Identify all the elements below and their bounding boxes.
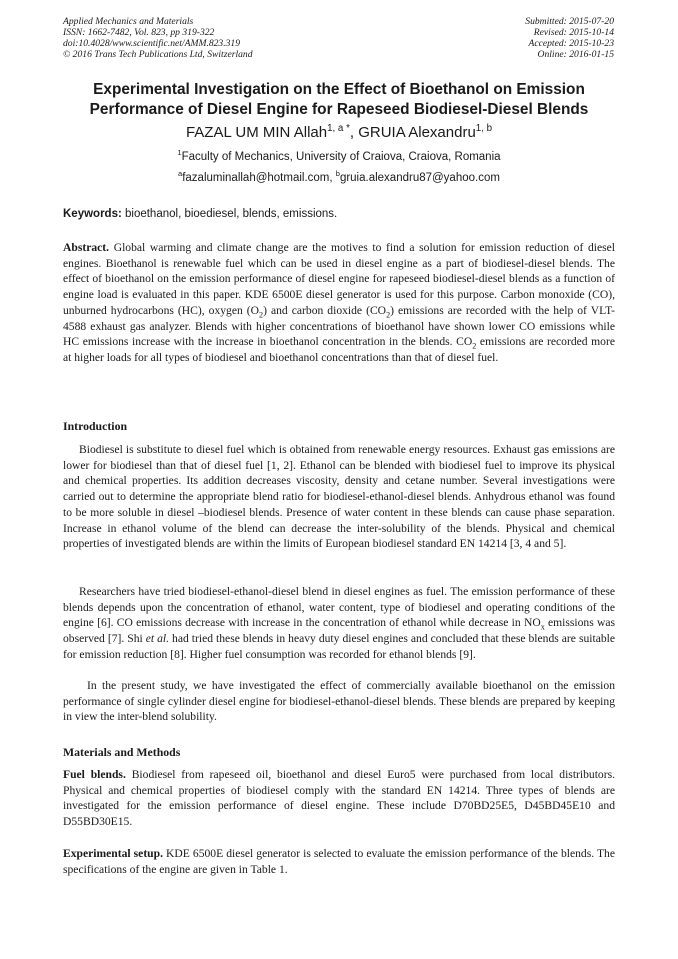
experimental-setup-paragraph	[63, 846, 615, 877]
fuel-blends-paragraph	[63, 767, 615, 830]
abstract-sub-3: 2	[472, 341, 477, 351]
author-1: FAZAL UM MIN Allah	[185, 124, 328, 141]
experimental-setup-text: KDE 6500E diesel generator is selected to evaluate the emission performance of the blends. The specifications of the engine are given in Table 1.	[63, 847, 615, 876]
abstract-sub-1: 2	[259, 310, 264, 320]
email-b-mark: b	[335, 169, 340, 179]
affiliation	[40, 150, 638, 164]
abstract	[63, 240, 615, 366]
abstract-text-3: ) emissions are recorded with the help of VLT-4588 exhaust gas analyzer. Blends with higher concentrations of bioethanol have shown lower CO emissions while HC emissions increase with the increase in bioethanol concentration in the blends. CO	[63, 303, 615, 349]
fuel-blends-label: Fuel blends.	[63, 768, 126, 781]
journal-copyright: © 2016 Trans Tech Publications Ltd, Switzerland	[63, 49, 253, 60]
affiliation-mark: 1	[177, 148, 182, 158]
fuel-blends-text: Biodiesel from rapeseed oil, bioethanol and diesel Euro5 were purchased from local distributors. Physical and chemical properties of biodiesel comply with the standard EN 14214. Three types of blends are investigated for the emission performance of diesel engine. These include D70BD25E5, D45BD45E10 and D55BD30E15.	[63, 768, 616, 829]
experimental-setup-label: Experimental setup.	[63, 847, 163, 860]
abstract-label: Abstract.	[63, 241, 110, 254]
introduction-heading: Introduction	[63, 419, 128, 433]
author-separator: ,	[349, 124, 359, 141]
keywords-label: Keywords:	[63, 208, 122, 220]
intro-p2-text-2: emissions was observed [7]. Shi	[63, 616, 615, 646]
email-a-mark: a	[178, 169, 183, 179]
date-submitted: Submitted: 2015-07-20	[525, 16, 614, 27]
introduction-paragraph-1: Biodiesel is substitute to diesel fuel which is obtained from renewable energy resources. Exhaust gas emissions are lower for biodiesel than that of diesel fuel [1, 2]. Ethanol can be blended with biodiesel fuel to improve its physical and chemical properties. Its addition decreases viscosity, density and cetane number. Several investigations were carried out to determine the appropriate blend ratio for biodiesel-ethanol-diesel blends. Anhydrous ethanol was found to be more soluble in diesel –biodiesel blends. Presence of water content in these blends can cause phase separation. Increase in ethanol volume of the blend can decrease the inter-solubility of the blends. Physical and chemical properties of investigated blends are within the limits of European biodiesel standard EN 14214 [3, 4 and 5].	[63, 443, 615, 551]
email-separator: ,	[329, 172, 336, 184]
author-2: GRUIA Alexandru	[358, 124, 476, 141]
intro-p2-text-3: had tried these blends in heavy duty diesel engines and concluded that these blends are suitable for emission reduction [8]. Higher fuel consumption was recorded for ethanol blends [9].	[63, 632, 616, 661]
paper-title	[40, 80, 638, 120]
date-revised: Revised: 2015-10-14	[533, 27, 614, 38]
journal-info	[63, 16, 253, 60]
affiliation-text: Faculty of Mechanics, University of Craiova, Craiova, Romania	[181, 151, 501, 163]
title-line-2: Performance of Diesel Engine for Rapeseed Biodiesel-Diesel Blends	[89, 101, 589, 118]
journal-issn: ISSN: 1662-7482, Vol. 823, pp 319-322	[63, 27, 215, 38]
author-2-affiliation-mark: 1, b	[475, 123, 493, 134]
methods-heading: Materials and Methods	[63, 745, 181, 759]
email-a[interactable]: fazaluminallah@hotmail.com	[182, 172, 330, 184]
abstract-text-2: ) and carbon dioxide (CO	[263, 303, 387, 317]
intro-p2-text-1: Researchers have tried biodiesel-ethanol-diesel blend in diesel engines as fuel. The emission performance of these blends depends upon the concentration of ethanol, water content, type of biodiesel and operating conditions of the engine [6]. CO emissions decrease with increase in the concentration of ethanol while decrease in NO	[63, 585, 615, 630]
introduction-paragraph-2	[63, 584, 615, 663]
journal-doi: doi:10.4028/www.scientific.net/AMM.823.319	[63, 38, 241, 49]
intro-p2-emphasis: et al.	[145, 632, 170, 646]
author-emails	[40, 171, 638, 185]
keywords-text: bioethanol, bioediesel, blends, emissions.	[121, 208, 338, 220]
title-line-1: Experimental Investigation on the Effect of Bioethanol on Emission	[93, 81, 585, 98]
date-accepted: Accepted: 2015-10-23	[528, 38, 614, 49]
date-online: Online: 2016-01-15	[537, 49, 614, 60]
introduction-paragraph-3: In the present study, we have investigated the effect of commercially available bioethanol on the emission performance of single cylinder diesel engine for biodiesel-ethanol-diesel blends. These blends are prepared by keeping in view the inter-blend solubility.	[63, 679, 615, 724]
author-list	[40, 124, 638, 142]
abstract-sub-2: 2	[386, 310, 391, 320]
keywords	[63, 207, 615, 221]
abstract-text-1: Global warming and climate change are the motives to find a solution for emission reduction of diesel engines. Bioethanol is renewable fuel which can be used in diesel engine as a part of biodiesel-diesel blends. The effect of bioethanol on the emission performance of diesel engine for rapeseed biodiesel-diesel blends as a function of engine load is evaluated in this paper. KDE 6500E diesel generator is used for this purpose. Carbon monoxide (CO), unburned hydrocarbons (HC), oxygen (O	[63, 241, 615, 317]
abstract-text-4: emissions are recorded more at higher loads for all types of biodiesel and bioethanol concentrations than that of diesel fuel.	[63, 335, 615, 364]
journal-name: Applied Mechanics and Materials	[63, 16, 194, 27]
intro-p2-sub: x	[540, 622, 545, 632]
author-1-affiliation-mark: 1, a *	[327, 123, 350, 134]
publication-dates	[525, 16, 614, 60]
email-b[interactable]: gruia.alexandru87@yahoo.com	[339, 172, 500, 184]
